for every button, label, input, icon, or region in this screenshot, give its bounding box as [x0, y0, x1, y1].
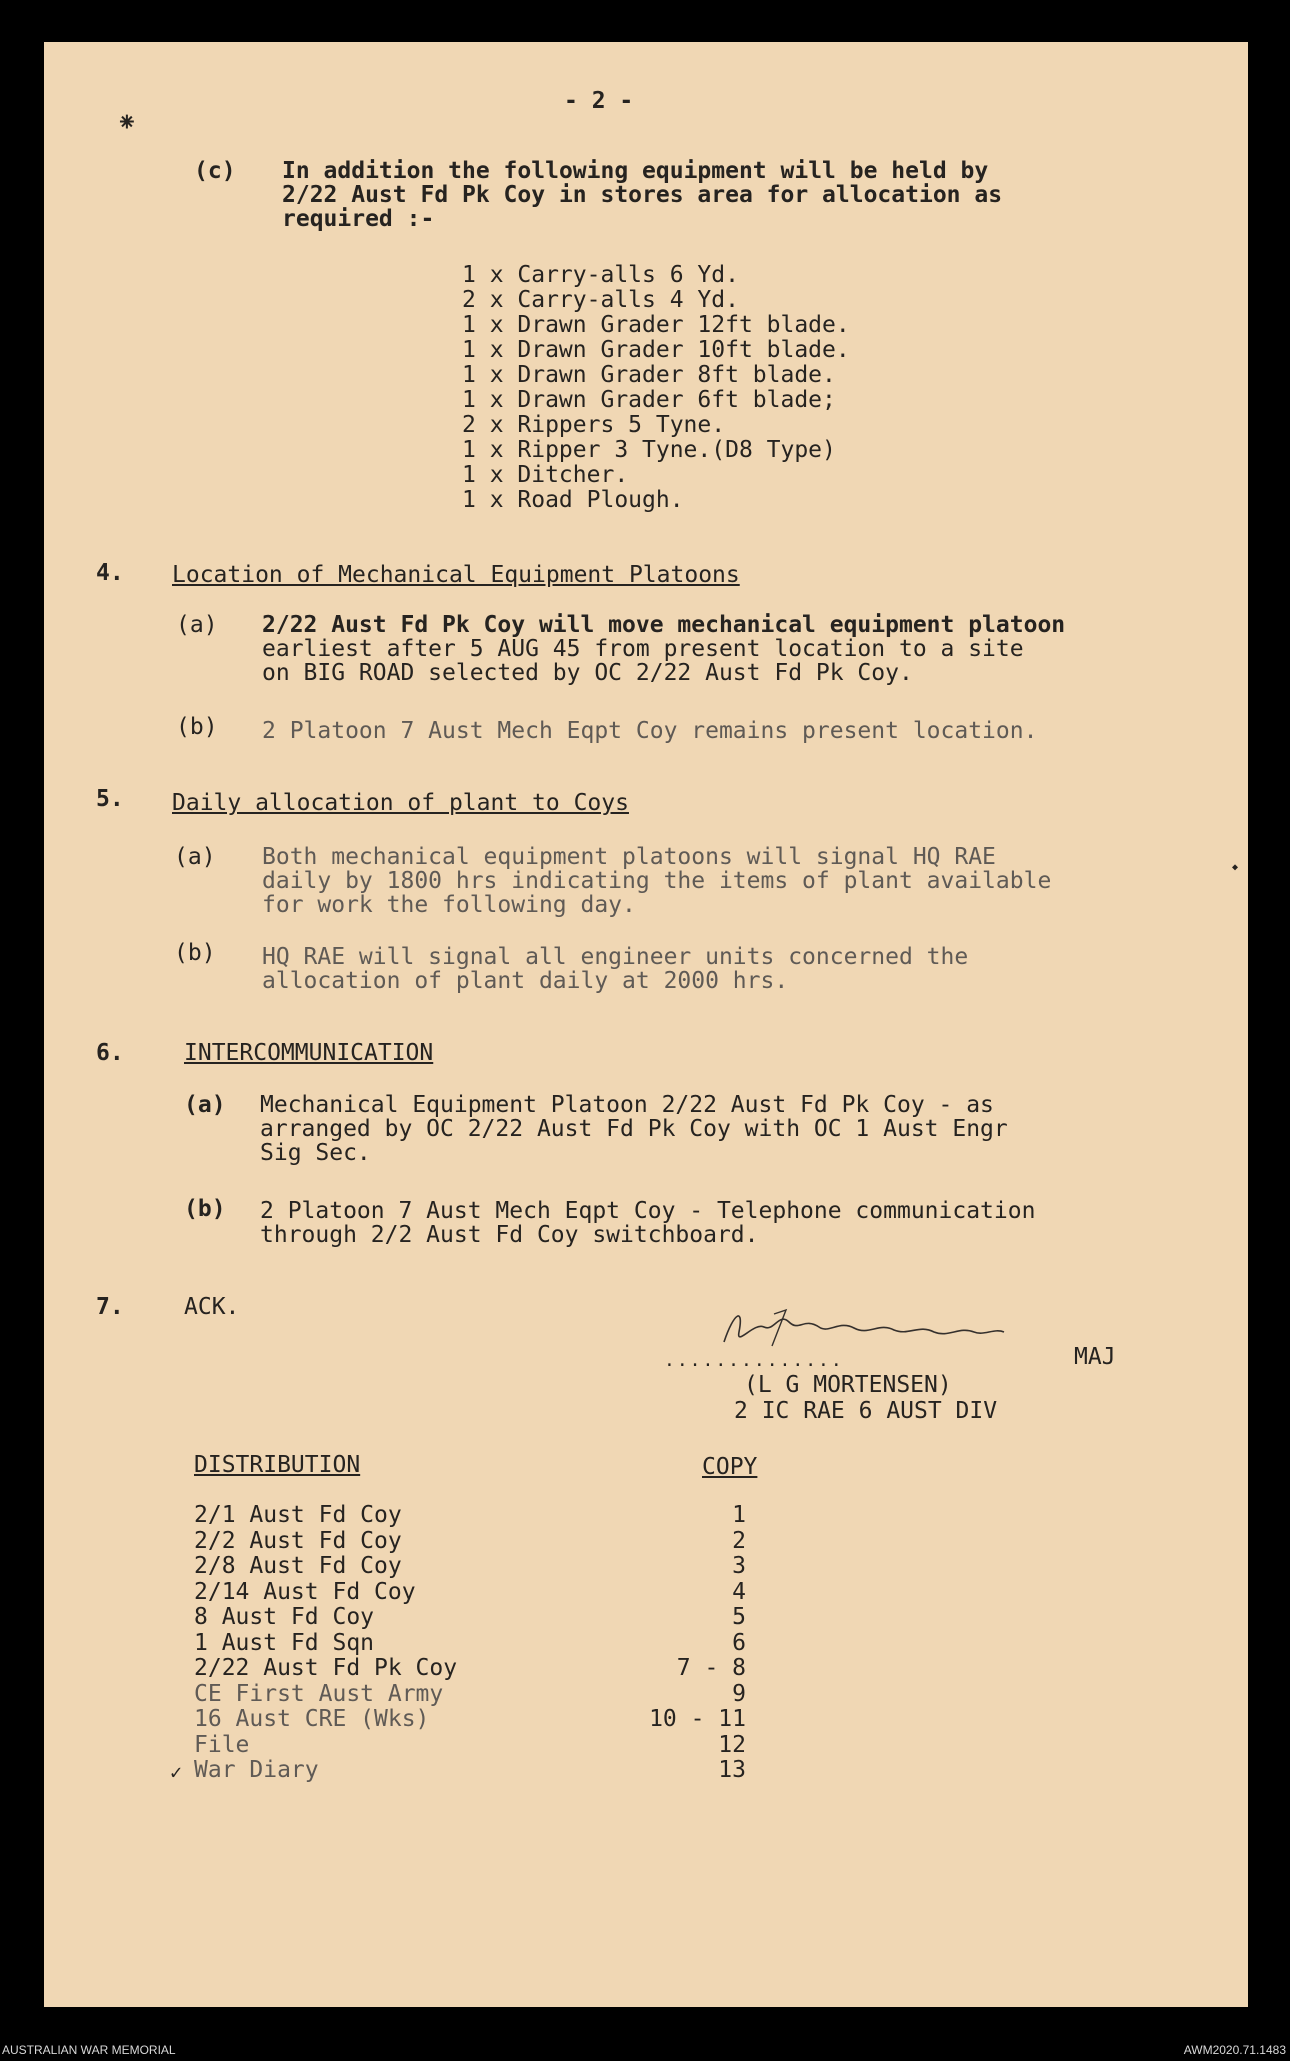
- distribution-unit: 16 Aust CRE (Wks): [194, 1706, 430, 1732]
- section-heading: Daily allocation of plant to Coys: [172, 790, 629, 816]
- signatory-title: 2 IC RAE 6 AUST DIV: [734, 1398, 998, 1424]
- subpara-line: 2 Platoon 7 Aust Mech Eqpt Coy remains present location.: [262, 718, 1038, 744]
- subpara-line: through 2/2 Aust Fd Coy switchboard.: [260, 1222, 759, 1248]
- section-number: 4.: [96, 560, 124, 586]
- equipment-item: 2 x Rippers 5 Tyne.: [462, 412, 726, 438]
- subpara-line: for work the following day.: [262, 892, 636, 918]
- distribution-copy: 2: [732, 1527, 746, 1554]
- subpara-line: 2 Platoon 7 Aust Mech Eqpt Coy - Telephone communication: [260, 1198, 1036, 1224]
- distribution-copy: 1: [732, 1502, 746, 1528]
- distribution-copy: 10 - 11: [649, 1706, 746, 1732]
- distribution-copy: 13: [718, 1757, 746, 1783]
- distribution-unit: War Diary: [194, 1757, 319, 1783]
- para-c-line: required :-: [282, 206, 435, 232]
- subpara-line: Both mechanical equipment platoons will signal HQ RAE: [262, 844, 996, 870]
- section-number: 6.: [96, 1040, 124, 1066]
- para-c-line: In addition the following equipment will be held by: [282, 158, 989, 184]
- distribution-unit: File: [194, 1731, 250, 1758]
- equipment-item: 1 x Drawn Grader 6ft blade;: [462, 387, 836, 413]
- distribution-unit: 2/2 Aust Fd Coy: [194, 1527, 402, 1554]
- subpara-label: (b): [174, 940, 216, 966]
- subpara-line: earliest after 5 AUG 45 from present location to a site: [262, 636, 1024, 662]
- equipment-item: 1 x Carry-alls 6 Yd.: [462, 262, 739, 288]
- margin-dot: ◆: [1232, 862, 1239, 873]
- distribution-unit: 1 Aust Fd Sqn: [194, 1629, 375, 1656]
- page-number: - 2 -: [564, 88, 634, 114]
- subpara-line: Sig Sec.: [260, 1140, 371, 1166]
- section-heading: INTERCOMMUNICATION: [184, 1040, 434, 1066]
- subpara-line: 2/22 Aust Fd Pk Coy will move mechanical equipment platoon: [262, 612, 1066, 638]
- section-heading: Location of Mechanical Equipment Platoons: [172, 562, 740, 588]
- section-number: 7.: [96, 1294, 124, 1320]
- handwritten-tick-mark: ⁕: [116, 108, 138, 138]
- distribution-unit: 2/8 Aust Fd Coy: [194, 1553, 402, 1579]
- distribution-copy: 9: [732, 1680, 746, 1707]
- subpara-line: allocation of plant daily at 2000 hrs.: [262, 968, 789, 994]
- ack-text: ACK.: [184, 1294, 240, 1320]
- equipment-item: 1 x Drawn Grader 8ft blade.: [462, 362, 836, 388]
- signatory-name: (L G MORTENSEN): [744, 1372, 952, 1398]
- check-mark-icon: ✓: [170, 1760, 183, 1784]
- distribution-copy: 6: [732, 1629, 746, 1656]
- signature-dots: ..............: [664, 1350, 844, 1371]
- distribution-copy: 4: [732, 1578, 746, 1605]
- para-c-line: 2/22 Aust Fd Pk Coy in stores area for allocation as: [282, 182, 1003, 208]
- document-page: [44, 42, 1248, 2007]
- subpara-line: Mechanical Equipment Platoon 2/22 Aust Fd Pk Coy - as: [260, 1092, 994, 1118]
- subpara-label: (a): [184, 1092, 226, 1118]
- subpara-label: (b): [176, 714, 218, 740]
- section-number: 5.: [96, 786, 124, 812]
- equipment-item: 1 x Ditcher.: [462, 462, 629, 488]
- distribution-copy: 5: [732, 1604, 746, 1630]
- distribution-unit: 2/14 Aust Fd Coy: [194, 1578, 416, 1605]
- equipment-item: 1 x Drawn Grader 10ft blade.: [462, 337, 850, 363]
- subpara-label: (a): [174, 844, 216, 870]
- distribution-unit: 2/1 Aust Fd Coy: [194, 1502, 402, 1528]
- subpara-line: daily by 1800 hrs indicating the items of plant available: [262, 868, 1052, 894]
- footer-right: AWM2020.71.1483: [1183, 2043, 1286, 2057]
- equipment-item: 1 x Road Plough.: [462, 487, 684, 513]
- footer-left: AUSTRALIAN WAR MEMORIAL: [2, 2043, 176, 2057]
- distribution-unit: 2/22 Aust Fd Pk Coy: [194, 1655, 458, 1681]
- subpara-line: HQ RAE will signal all engineer units concerned the: [262, 944, 969, 970]
- subpara-line: on BIG ROAD selected by OC 2/22 Aust Fd Pk Coy.: [262, 660, 913, 686]
- distribution-heading: DISTRIBUTION: [194, 1452, 361, 1478]
- signature-rank: MAJ: [1074, 1344, 1116, 1370]
- subpara-label: (b): [184, 1196, 226, 1222]
- distribution-copy: 12: [718, 1731, 746, 1758]
- equipment-item: 1 x Drawn Grader 12ft blade.: [462, 312, 850, 338]
- copy-heading: COPY: [702, 1454, 758, 1480]
- subpara-line: arranged by OC 2/22 Aust Fd Pk Coy with OC 1 Aust Engr: [260, 1116, 1008, 1142]
- subpara-label: (a): [176, 612, 218, 638]
- para-c-label: (c): [194, 158, 236, 184]
- equipment-item: 1 x Ripper 3 Tyne.(D8 Type): [462, 437, 836, 463]
- distribution-unit: CE First Aust Army: [194, 1680, 444, 1707]
- distribution-copy: 3: [732, 1553, 746, 1579]
- distribution-unit: 8 Aust Fd Coy: [194, 1604, 375, 1630]
- distribution-copy: 7 - 8: [676, 1655, 746, 1681]
- equipment-item: 2 x Carry-alls 4 Yd.: [462, 287, 739, 313]
